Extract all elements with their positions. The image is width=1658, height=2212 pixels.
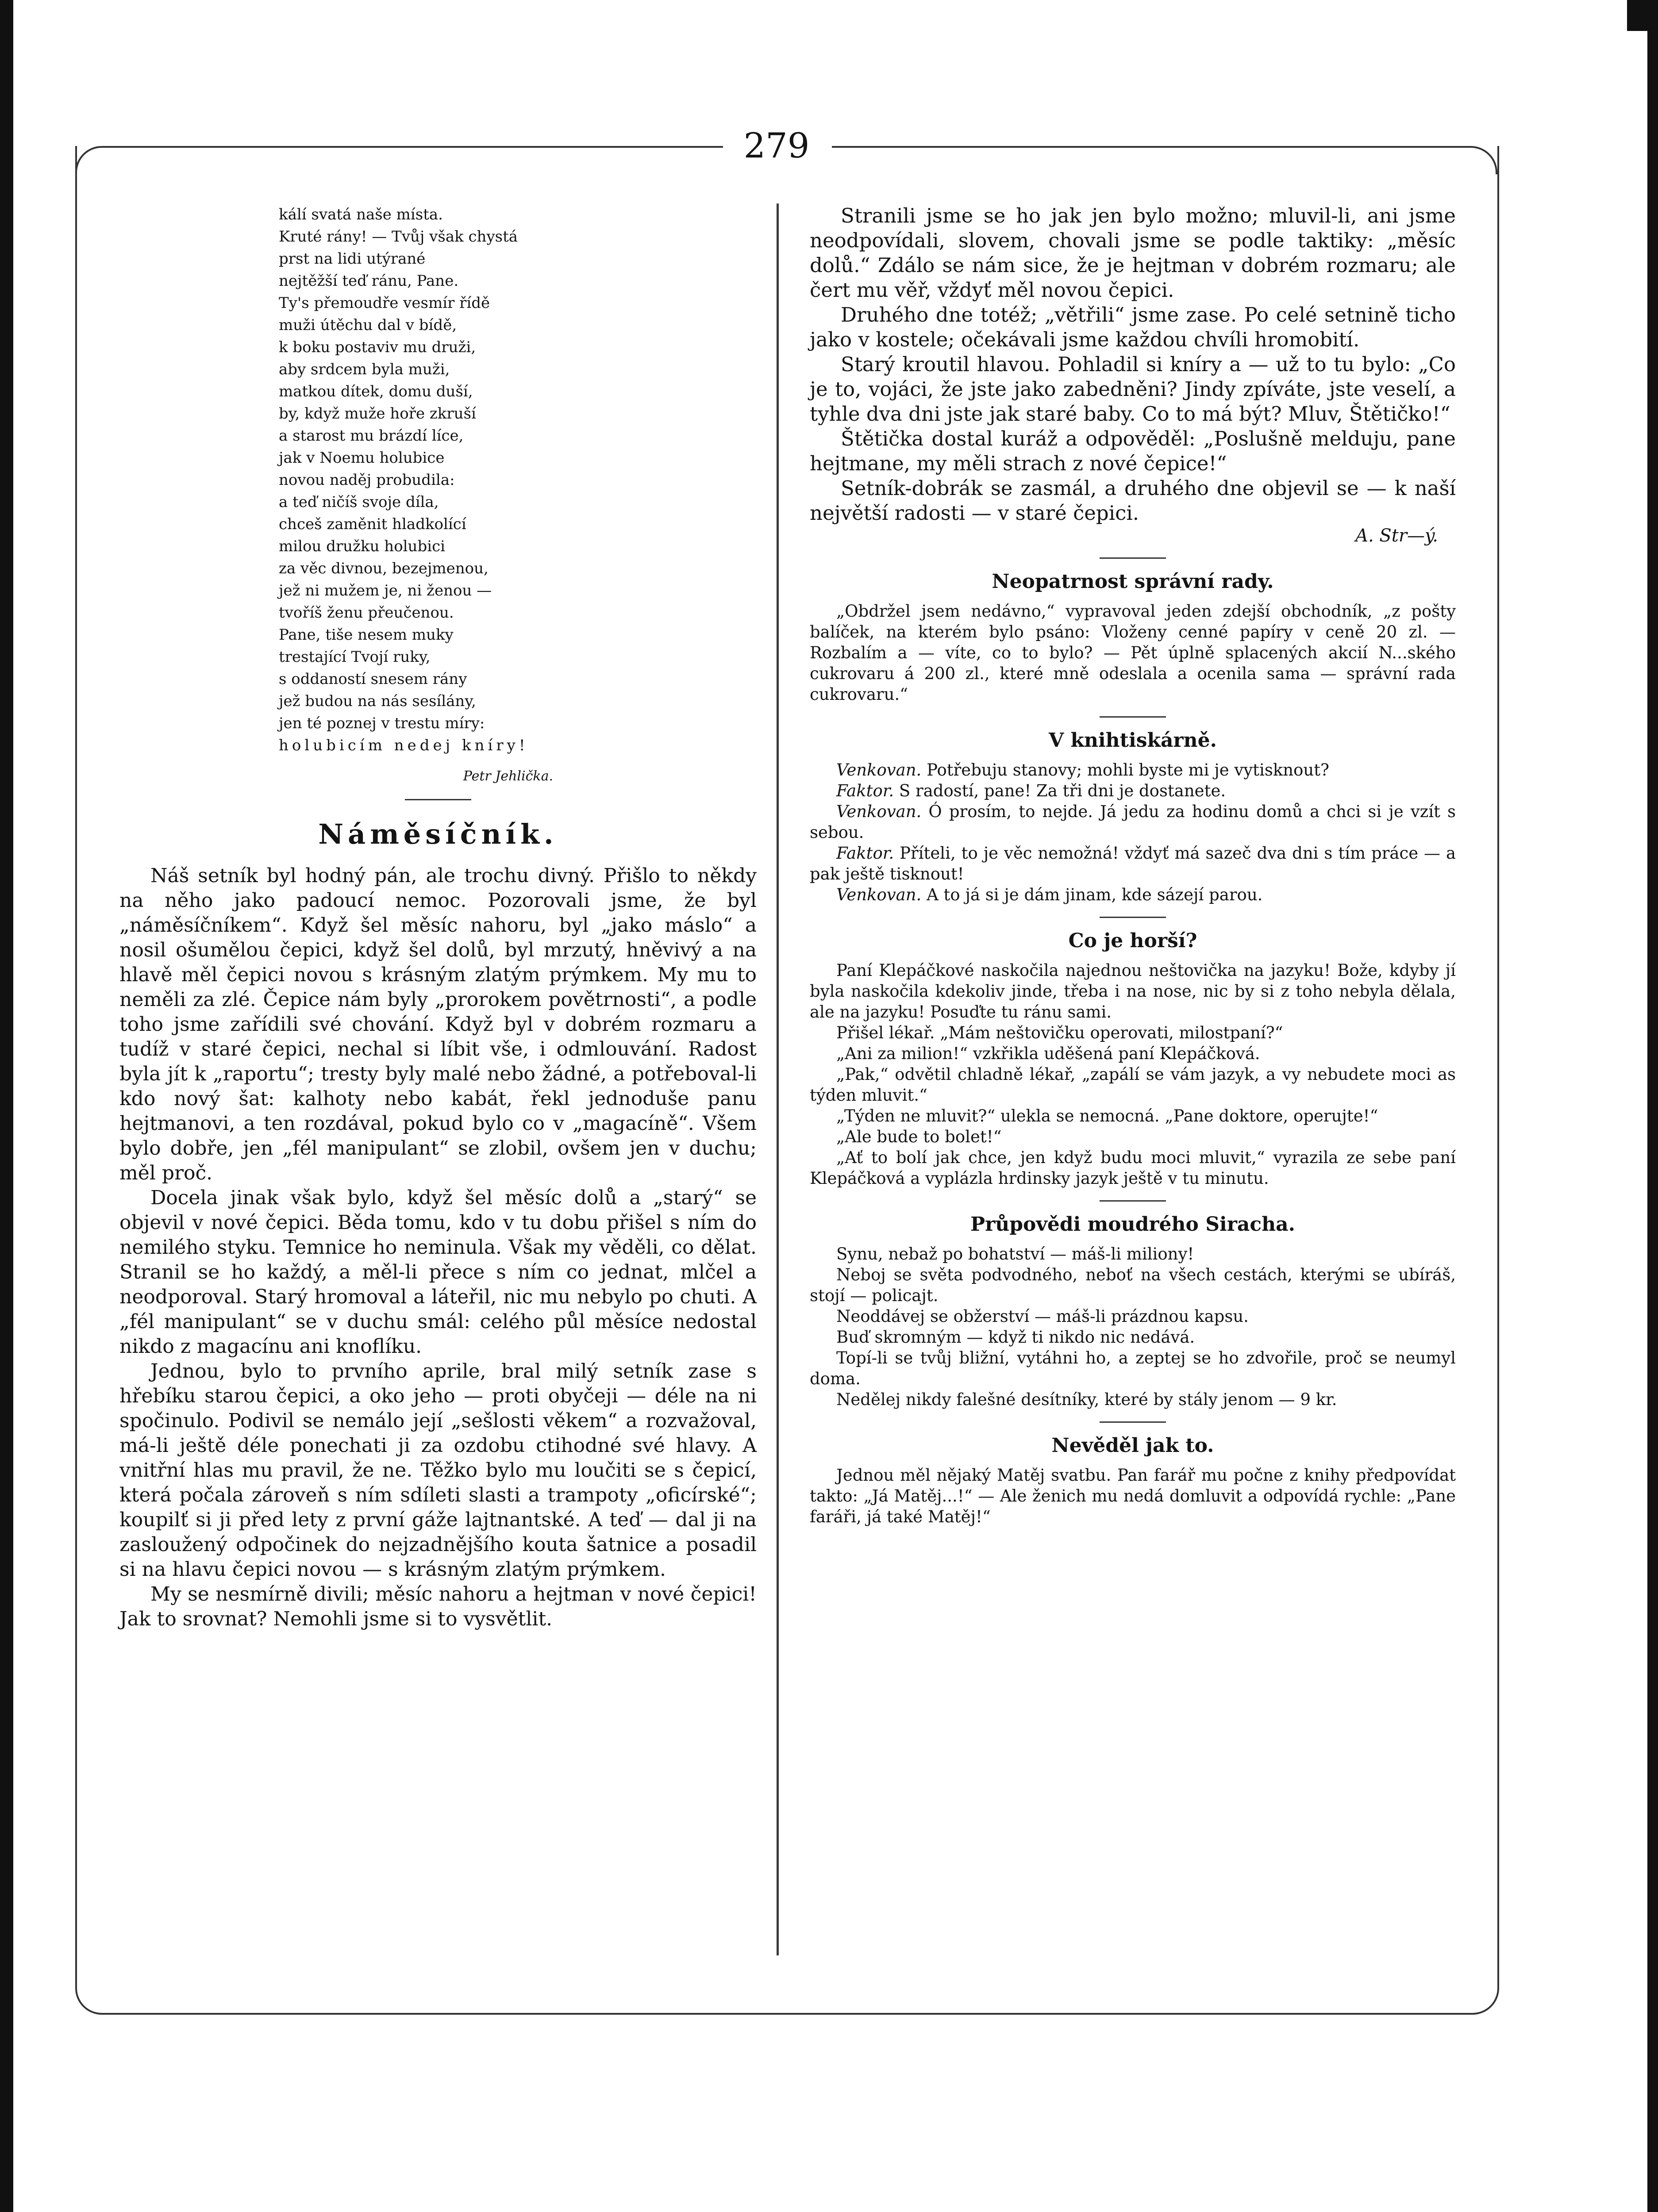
paragraph: Přišel lékař. „Mám neštovičku operovati, milostpaní?“ — [836, 1023, 1283, 1042]
poem-line: Kruté rány! — Tvůj však chystá — [279, 228, 518, 246]
poem-line: jež ni mužem je, ni ženou — — [279, 582, 492, 599]
speech: Potřebuju stanovy; mohli byste mi je vytisknout? — [921, 760, 1329, 780]
article-body-namesicnik — [119, 864, 757, 1632]
paragraph: Starý kroutil hlavou. Pohladil si kníry a — už to tu bylo: „Co je to, vojáci, že jste jako zabedněni? Jindy zpíváte, jste veselí, a tyhle dva dni jste jak staré baby. Co to má být? Mluv, Štětičko!“ — [810, 353, 1456, 426]
paragraph: „Ale bude to bolet!“ — [836, 1127, 1002, 1146]
paragraph: Paní Klepáčkové naskočila najednou neštovička na jazyku! Bože, kdyby jí byla naskočila kdekoliv jinde, třeba i na nose, nic by si z toho nebyla dělala, ale na jazyku! Posuďte tu ránu sami. — [810, 961, 1456, 1022]
poem-line: tvoříš ženu přeučenou. — [279, 604, 454, 622]
poem-line: aby srdcem byla muži, — [279, 361, 450, 378]
section-rule — [1100, 917, 1166, 918]
paragraph: Neoddávej se obžerství — máš-li prázdnou kapsu. — [836, 1307, 1249, 1326]
page-frame-top-left — [75, 146, 723, 174]
article-title-horsi: Co je horší? — [1068, 929, 1197, 952]
section-rule — [1100, 1421, 1166, 1423]
speaker: Faktor. — [836, 781, 894, 800]
poem-line: k boku postaviv mu druži, — [279, 338, 476, 356]
speaker: Faktor. — [836, 844, 894, 863]
page-frame-top-right — [832, 146, 1497, 174]
article-body-sirach — [810, 1244, 1456, 1410]
speech: S radostí, pane! Za tři dni je dostanete. — [894, 781, 1226, 800]
poem-line: s oddaností snesem rány — [279, 670, 467, 688]
paragraph: Buď skromným — když ti nikdo nic nedává. — [836, 1328, 1195, 1347]
paragraph: Docela jinak však bylo, když šel měsíc dolů a „starý“ se objevil v nové čepici. Běda tomu, kdo v tu dobu přišel s ním do nemilého styku. Temnice ho neminula. Však my věděli, co dělat. Stranil se ho každý, a měl-li přece s ním co jednat, mlčel a neodporoval. Starý hromoval a láteřil, nic mu nebylo po chuti. A „fél manipulant“ se v duchu smál: celého půl měsíce nedostal nikdo z magacínu ani knoflíku. — [119, 1187, 757, 1358]
poem-line: holubicím nedej kníry! — [279, 737, 529, 754]
paragraph: Náš setník byl hodný pán, ale trochu divný. Přišlo to někdy na něho jako padoucí nemoc. Pozorovali jsme, že byl „náměsíčníkem“. Když šel měsíc nahoru, byl „jako máslo“ a nosil ošumělou čepici, když šel dolů, byl mrzutý, hněvivý a na hlavě měl čepici novou s krásným zlatým prýmkem. My mu to neměli za zlé. Čepice nám byly „prorokem povětrnosti“, a podle toho jsme zařídili své chování. Když byl v dobrém rozmaru a tudíž v staré čepici, nechal si líbit vše, i odmlouvání. Radost byla jít k „raportu“; tresty byly malé nebo žádné, a potřeboval-li kdo nový šat: kalhoty nebo kabát, řekl jednoduše panu hejtmanovi, a ten rozdával, pokud bylo co v „magacíně“. Všem bylo dobře, jen „fél manipulant“ se zlobil, ovšem jen v duchu; měl proč. — [119, 864, 757, 1184]
paragraph: Topí-li se tvůj bližní, vytáhni ho, a zeptej se ho zdvořile, proč se neumyl doma. — [810, 1348, 1456, 1388]
speech: Příteli, to je věc nemožná! vždyť má sazeč dva dni s tím práce — a pak ještě tisknout! — [810, 844, 1456, 883]
scan-edge-left — [0, 0, 13, 2212]
paragraph: Setník-dobrák se zasmál, a druhého dne objevil se — k naší největší radosti — v staré čepici. — [810, 476, 1456, 525]
paragraph: „Ať to bolí jak chce, jen když budu moci mluvit,“ vyrazila ze sebe paní Klepáčková a vyplázla hrdinsky jazyk ještě v tu minutu. — [810, 1148, 1456, 1188]
speaker: Venkovan. — [836, 885, 922, 904]
paragraph: Neboj se světa podvodného, neboť na všech cestách, kterými se ubíráš, stojí — policajt. — [810, 1265, 1456, 1305]
article-body-knihtiskarne — [810, 760, 1456, 905]
speaker: Venkovan. — [836, 760, 922, 780]
article-title-namesicnik: Náměsíčník. — [318, 818, 558, 850]
poem-line: trestající Tvojí ruky, — [279, 648, 431, 666]
poem — [279, 204, 589, 787]
paragraph: Stranili jsme se ho jak jen bylo možno; mluvil-li, ani jsme neodpovídali, slovem, chovali jsme se podle taktiky: „měsíc dolů.“ Zdálo se nám sice, že je hejtman v dobrém rozmaru; ale čert mu věř, vždyť měl novou čepici. — [810, 204, 1456, 302]
poem-line: a teď ničíš svoje díla, — [279, 493, 439, 511]
poem-line: a starost mu brázdí líce, — [279, 427, 464, 445]
poem-line: by, když muže hoře zkruší — [279, 405, 476, 422]
paragraph: Jednou, bylo to prvního aprile, bral milý setník zase s hřebíku starou čepici, a oko jeho — proti obyčeji — déle na ni spočinulo. Podivil se nemálo její „sešlosti věkem“ a rozvažoval, má-li ještě déle ponechati ji za ozdobu ctihodné své hlavy. A vnitřní hlas mu pravil, že ne. Těžko bylo mu loučiti se s čepicí, která počala zároveň s ním sdíleti slasti a trampoty „oficírské“; koupilť si ji před lety z první gáže lajtnantské. A teď — dal ji na zasloužený odpočinek do nejzadnějšího kouta šatnice a posadil si na hlavu čepici novou — s krásným zlatým prýmkem. — [119, 1360, 757, 1581]
dialogue-line — [810, 760, 1456, 780]
paragraph: Nedělej nikdy falešné desítníky, které by stály jenom — 9 kr. — [836, 1390, 1337, 1409]
column-divider — [777, 204, 779, 1955]
dialogue-line — [810, 884, 1456, 905]
article-body-horsi — [810, 960, 1456, 1189]
scan-edge-right — [1647, 0, 1658, 2212]
paragraph: Jednou měl nějaký Matěj svatbu. Pan farář mu počne z knihy předpovídat takto: „Já Matěj...!“ — Ale ženich mu nedá domluvit a odpovídá rychle: „Pane faráři, já také Matěj!“ — [810, 1466, 1456, 1526]
poem-line: jež budou na nás sesílány, — [279, 692, 476, 710]
article-title-neopatrnost: Neopatrnost správní rady. — [992, 570, 1274, 593]
article-title-knihtiskarne: V knihtiskárně. — [1049, 729, 1217, 752]
article-signature: A. Str—ý. — [1355, 526, 1438, 546]
page-number: 279 — [743, 126, 810, 166]
paragraph: Druhého dne totéž; „větřili“ jsme zase. Po celé setnině ticho jako v kostele; očekávali jsme každou chvíli hromobití. — [810, 303, 1456, 351]
paragraph: „Týden ne mluvit?“ ulekla se nemocná. „Pane doktore, operujte!“ — [836, 1106, 1378, 1125]
speaker: Venkovan. — [836, 802, 922, 821]
paragraph: „Ani za milion!“ vzkřikla uděšená paní Klepáčková. — [836, 1044, 1260, 1063]
poem-line: milou družku holubici — [279, 538, 445, 555]
poem-line: chceš zaměnit hladkolící — [279, 515, 466, 533]
poem-line: Ty's přemoudře vesmír řídě — [279, 294, 490, 312]
dialogue-line — [810, 780, 1456, 801]
poem-signature: Petr Jehlička. — [463, 768, 553, 784]
paragraph: „Pak,“ odvětil chladně lékař, „zapálí se vám jazyk, a vy nebudete moci as týden mluvit.“ — [810, 1065, 1456, 1105]
section-rule — [1100, 557, 1166, 559]
dialogue-line — [810, 801, 1456, 843]
poem-line: novou naděj probudila: — [279, 471, 455, 489]
section-rule — [1100, 716, 1166, 718]
paragraph: „Obdržel jsem nedávno,“ vypravoval jeden zdejší obchodník, „z pošty balíček, na kterém bylo psáno: Vloženy cenné papíry v ceně 20 zl. — Rozbalím a — víte, co to bylo? — Pět úplně splacených akcií N...ského cukrovaru á 200 zl., které mně odeslala a ocenila sama — správní rada cukrovaru.“ — [810, 602, 1456, 704]
right-column — [810, 204, 1456, 1527]
article-body-namesicnik-continued — [810, 204, 1456, 526]
scan-corner — [1627, 0, 1658, 31]
poem-line: nejtěžší teď ránu, Pane. — [279, 272, 459, 290]
paragraph: Štětička dostal kuráž a odpověděl: „Poslušně melduju, pane hejtmane, my měli strach z nové čepice!“ — [810, 427, 1456, 475]
poem-line: za věc divnou, bezejmenou, — [279, 560, 489, 577]
poem-line: matkou dítek, domu duší, — [279, 383, 473, 400]
poem-line: prst na lidi utýrané — [279, 250, 426, 268]
section-rule — [1100, 1200, 1166, 1202]
poem-line: jen té poznej v trestu míry: — [279, 714, 485, 732]
speech: A to já si je dám jinam, kde sázejí parou. — [921, 885, 1263, 904]
speech: Ó prosím, to nejde. Já jedu za hodinu domů a chci si je vzít s sebou. — [810, 802, 1456, 842]
left-column — [119, 204, 757, 1632]
article-title-nevedel: Nevěděl jak to. — [1051, 1434, 1214, 1457]
poem-line: Pane, tiše nesem muky — [279, 626, 454, 644]
dialogue-line — [810, 843, 1456, 884]
article-body-nevedel — [810, 1465, 1456, 1527]
article-title-sirach: Průpovědi moudrého Siracha. — [970, 1213, 1295, 1236]
poem-line: jak v Noemu holubice — [279, 449, 445, 467]
poem-line: kálí svatá naše místa. — [279, 206, 443, 223]
section-rule — [405, 799, 471, 800]
paragraph: My se nesmírně divili; měsíc nahoru a hejtman v nové čepici! Jak to srovnat? Nemohli jsme si to vysvětlit. — [119, 1583, 757, 1630]
paragraph: Synu, nebaž po bohatství — máš-li miliony! — [836, 1244, 1194, 1263]
poem-line: muži útěchu dal v bídě, — [279, 316, 457, 334]
article-body-neopatrnost — [810, 601, 1456, 705]
